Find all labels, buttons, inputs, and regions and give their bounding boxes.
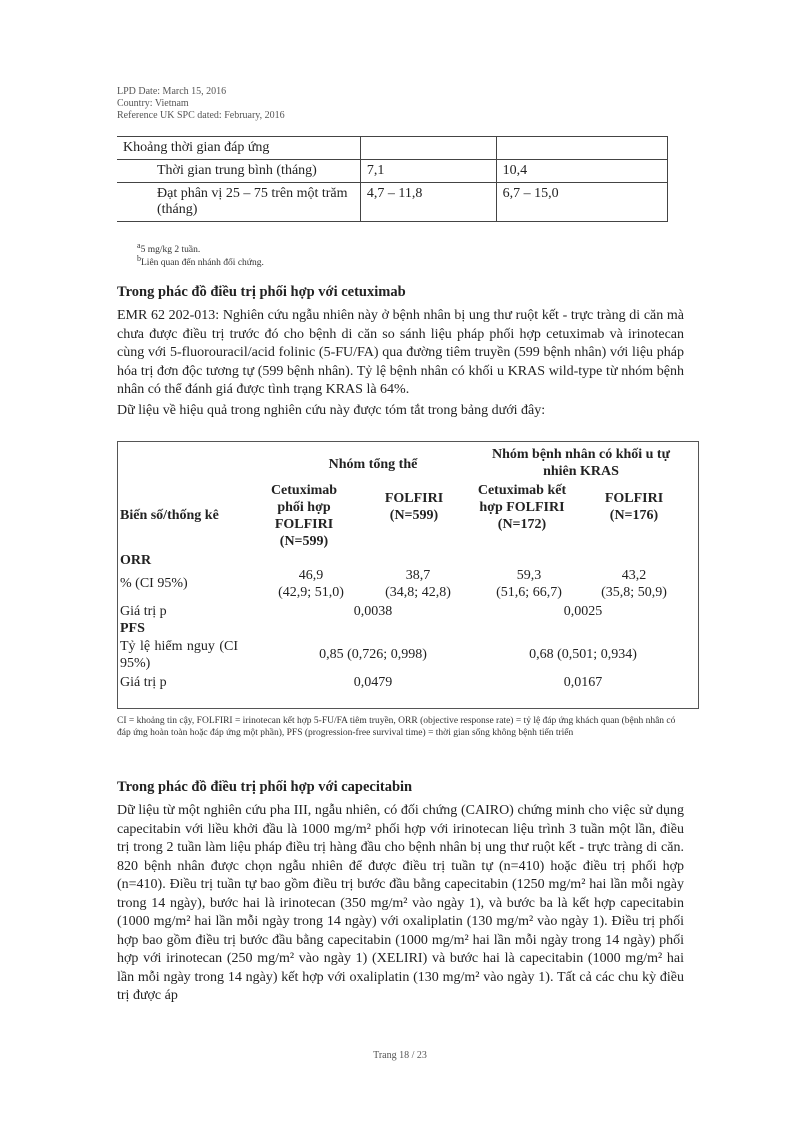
footnote-a: $^a$5 mg/kg 2 tuần. — [137, 241, 201, 256]
col-header-folfiri-kras: FOLFIRI (N=176) — [604, 491, 664, 523]
p-value: 0,0025 — [563, 604, 603, 619]
table-row — [117, 160, 668, 183]
table-row — [117, 183, 668, 222]
paragraph-table-intro: Dữ liệu về hiệu quả trong nghiên cứu này được tóm tắt trong bảng dưới đây: — [117, 403, 546, 418]
table-note: CI = khoảng tin cậy, FOLFIRI = irinotecan kết hợp 5-FU/FA tiêm truyền, ORR (objective response rate) = tỷ lệ đáp ứng khách quan (bệnh nhân có đáp ứng hoàn toàn hoặc đáp ứng một phần), PFS (progression-free survival time) = thời gian sống không bệnh tiến triển — [117, 716, 676, 738]
p-value: 0,0479 — [353, 675, 393, 690]
document-header — [117, 86, 285, 122]
orr-value: 38,7 (34,8; 42,8) — [385, 568, 451, 600]
section-label: Khoảng thời gian đáp ứng — [117, 137, 360, 160]
col-header-cetuximab-overall: Cetuximab phối hợp FOLFIRI (N=599) — [270, 483, 338, 549]
page-number: Trang 18 / 23 — [373, 1050, 427, 1061]
group-header-overall: Nhóm tổng thể — [328, 457, 418, 472]
efficacy-table — [117, 441, 699, 709]
footnote-b: $^b$Liên quan đến nhánh đối chứng. — [137, 254, 264, 269]
response-duration-table — [117, 136, 668, 222]
cell: 7,1 — [360, 160, 496, 183]
cell: 10,4 — [496, 160, 667, 183]
orr-value: 59,3 (51,6; 66,7) — [496, 568, 562, 600]
p-value: 0,0038 — [353, 604, 393, 619]
section-title-capecitabin: Trong phác đồ điều trị phối hợp với capecitabin — [117, 779, 413, 795]
pfs-label: PFS — [120, 621, 145, 636]
row-label: Thời gian trung bình (tháng) — [117, 160, 360, 183]
row-label: Đạt phân vị 25 – 75 trên một trăm (tháng) — [117, 183, 360, 222]
reference: Reference UK SPC dated: February, 2016 — [117, 110, 285, 121]
cell: 6,7 – 15,0 — [496, 183, 667, 222]
col-header-cetuximab-kras: Cetuximab kết hợp FOLFIRI (N=172) — [477, 483, 567, 532]
country: Country: Vietnam — [117, 98, 189, 109]
p-value: 0,0167 — [563, 675, 603, 690]
table-row — [117, 137, 668, 160]
orr-value: 43,2 (35,8; 50,9) — [601, 568, 667, 600]
paragraph-capecitabin: Dữ liệu từ một nghiên cứu pha III, ngẫu nhiên, có đối chứng (CAIRO) chứng minh cho việc sử dụng capecitabin với liều khởi đầu là 1000 mg/m² phối hợp với irinotecan liệu trình 3 tuần một lần, điều trị trong 2 tuần làm liệu pháp điều trị hàng đầu cho bệnh nhân bị ung thư ruột kết - trực tràng di căn. 820 bệnh nhân được chọn ngẫu nhiên để được điều trị tuần tự (n=410) hoặc điều trị phối hợp (n=410). Điều trị tuần tự bao gồm điều trị bước đầu bằng capecitabin (1250 mg/m² hai lần mỗi ngày trong 14 ngày), bước hai là irinotecan (350 mg/m² vào ngày 1), và bước ba là kết hợp capecitabin (1000 mg/m² hai lần mỗi ngày trong 14 ngày) với oxaliplatin (130 mg/m² vào ngày 1). Điều trị phối hợp bao gồm điều trị bước đầu bằng capecitabin (1000 mg/m² hai lần mỗi ngày trong 14 ngày) phối hợp với irinotecan (250 mg/m² vào ngày 1) (XELIRI) và bước hai là capecitabin (1000 mg/m² hai lần mỗi ngày trong 14 ngày) kết hợp với oxaliplatin (130 mg/m² vào ngày 1). Tất cả các chu kỳ điều trị được áp — [117, 803, 684, 1003]
row-header-label: Biến số/thống kê — [120, 508, 219, 523]
hazard-ratio-label: Tỷ lệ hiểm nguy (CI 95%) — [120, 639, 238, 671]
hazard-ratio-value: 0,68 (0,501; 0,934) — [529, 647, 637, 662]
col-header-folfiri-overall: FOLFIRI (N=599) — [384, 491, 444, 523]
p-value-label: Giá trị p — [120, 675, 167, 690]
percent-ci-label: % (CI 95%) — [120, 576, 188, 591]
orr-label: ORR — [120, 553, 152, 568]
lpd-date: LPD Date: March 15, 2016 — [117, 86, 227, 97]
group-header-kras: Nhóm bệnh nhân có khối u tự nhiên KRAS — [491, 447, 670, 479]
hazard-ratio-value: 0,85 (0,726; 0,998) — [319, 647, 427, 662]
orr-value: 46,9 (42,9; 51,0) — [278, 568, 344, 600]
section-title-cetuximab: Trong phác đồ điều trị phối hợp với cetuximab — [117, 284, 406, 300]
paragraph-cetuximab: EMR 62 202-013: Nghiên cứu ngẫu nhiên này ở bệnh nhân bị ung thư ruột kết - trực tràng di căn mà chưa được điều trị trước đó cho bệnh di căn so sánh liệu pháp phối hợp cetuximab và irinotecan cùng với 5-fluorouracil/acid folinic (5-FU/FA) qua đường tiêm truyền (599 bệnh nhân) với liệu pháp hóa trị đơn độc tương tự (599 bệnh nhân). Tỷ lệ bệnh nhân có khối u KRAS wild-type từ nhóm bệnh nhân có thể đánh giá được tình trạng KRAS là 64%. — [117, 308, 684, 397]
cell: 4,7 – 11,8 — [360, 183, 496, 222]
p-value-label: Giá trị p — [120, 604, 167, 619]
